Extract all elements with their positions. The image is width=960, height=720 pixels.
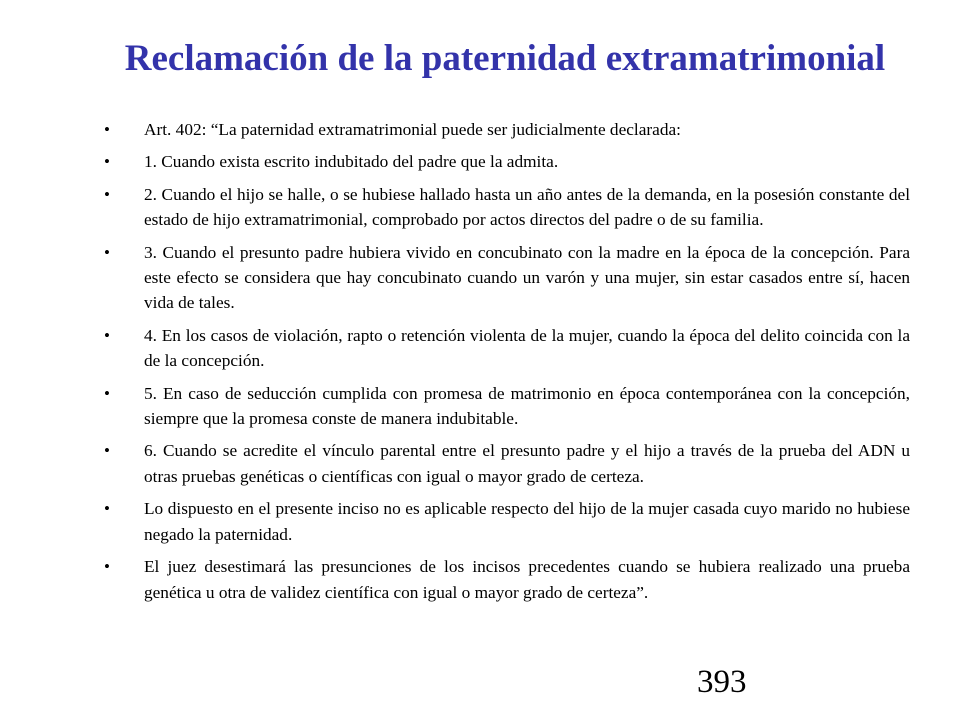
bullet-item-5: • 5. En caso de seducción cumplida con promesa de matrimonio en época contemporánea con la concepción, siempre que la promesa conste de manera indubitable. (104, 381, 910, 432)
bullet-item-6: • 6. Cuando se acredite el vínculo parental entre el presunto padre y el hijo a través de la prueba del ADN u otras pruebas genéticas o científicas con igual o mayor grado de certeza. (104, 438, 910, 489)
bullet-item-judge: • El juez desestimará las presunciones de los incisos precedentes cuando se hubiera realizado una prueba genética u otra de validez científica con igual o mayor grado de certeza”. (104, 554, 910, 605)
bullet-item-4: • 4. En los casos de violación, rapto o retención violenta de la mujer, cuando la época del delito coincida con la de la concepción. (104, 323, 910, 374)
page-number: 393 (697, 664, 747, 700)
bullet-item-3: • 3. Cuando el presunto padre hubiera vivido en concubinato con la madre en la época de la concepción. Para este efecto se considera que hay concubinato cuando un varón y una mujer, sin estar casados entre sí, hacen vida de tales. (104, 240, 910, 316)
bullet-item-2: • 2. Cuando el hijo se halle, o se hubiese hallado hasta un año antes de la demanda, en la posesión constante del estado de hijo extramatrimonial, comprobado por actos directos del padre o de su familia. (104, 182, 910, 233)
bullet-list (104, 117, 910, 612)
bullet-item-1: • 1. Cuando exista escrito indubitado del padre que la admita. (104, 149, 910, 174)
bullet-item-exception: • Lo dispuesto en el presente inciso no es aplicable respecto del hijo de la mujer casada cuyo marido no hubiese negado la paternidad. (104, 496, 910, 547)
slide-title: Reclamación de la paternidad extramatrimonial (124, 38, 886, 79)
bullet-item-article: • Art. 402: “La paternidad extramatrimonial puede ser judicialmente declarada: (104, 117, 910, 142)
